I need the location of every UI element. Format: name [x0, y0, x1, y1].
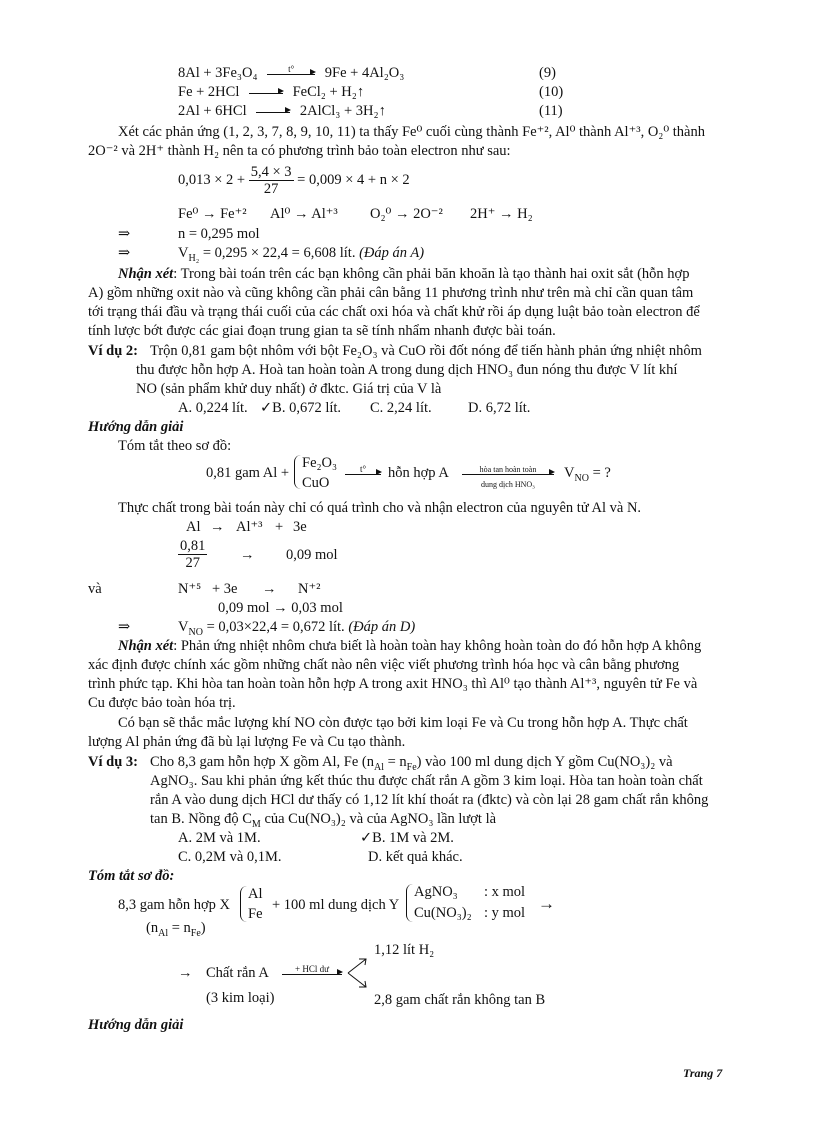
- example-3-option-b: ✓B. 1M và 2M.: [360, 830, 454, 846]
- brace-icon: [406, 884, 413, 922]
- half-o: O₂⁰ → 2O⁻²: [370, 206, 443, 222]
- scheme3-rest: 2,8 gam chất rắn không tan B: [374, 992, 546, 1008]
- example-2-option-a: A. 0,224 lít.: [178, 400, 248, 416]
- implies-icon: ⇒: [118, 245, 131, 261]
- arrow-icon: [256, 110, 290, 113]
- scheme2-end: $V_{NO}$ = ?: [564, 465, 611, 484]
- fraction: $\frac{5,4 \times 3}{27}$: [250, 164, 292, 197]
- example-2-option-b: ✓B. 0,672 lít.: [260, 400, 342, 416]
- al-fraction: $\frac{0,81}{27}$: [180, 538, 206, 571]
- guide-heading-2: Hướng dẫn giải: [88, 1017, 184, 1033]
- remark-1-line-1: Nhận xét: Trong bài toán trên các bạn không cần phải băn khoăn là tạo thành hai oxit sắt (hỗn hợp: [118, 266, 690, 282]
- eq9-right: 9Fe + 4Al₂O₃: [324, 65, 405, 81]
- arrow-icon: →: [262, 581, 277, 597]
- eq9-number: (9): [539, 65, 556, 81]
- paragraph-2: Thực chất trong bài toán này chỉ có quá trình cho và nhận electron của nguyên tử Al và N.: [118, 500, 642, 516]
- scheme2-start: 0,81 gam Al +: [206, 465, 290, 481]
- scheme3-agno3: AgNO₃: [414, 884, 458, 900]
- arrow-icon: + HCl dư: [282, 972, 342, 975]
- eq11-number: (11): [539, 103, 563, 119]
- n-half-c: N⁺²: [298, 581, 321, 597]
- scheme3-cuno3-mol: : y mol: [484, 905, 526, 921]
- arrow-icon: t°: [345, 472, 381, 475]
- paragraph-1-line-2: 2O⁻² và 2H⁺ thành H₂ nên ta có phương trình bảo toàn electron như sau:: [88, 143, 511, 159]
- vno-result: $V_{NO} = 0,03\times 22,4 = 0,672$ lít. (Đáp án D): [178, 619, 416, 638]
- eq10-number: (10): [539, 84, 564, 100]
- arrow-icon: →: [538, 894, 555, 913]
- arrow-icon: →: [240, 547, 255, 563]
- scheme3-gas: 1,12 lít H₂: [374, 942, 435, 958]
- eq10-left: Fe + 2HCl: [178, 84, 240, 100]
- remark-2-line-1: Nhận xét: Phản ứng nhiệt nhôm chưa biết là hoàn toàn hay không hoàn toàn do đó hỗn hợp A không: [118, 638, 702, 654]
- remark-2-line-3: trình phức tạp. Khi hòa tan hoàn toàn hỗn hợp A trong axit HNO₃ thì Al⁰ tạo thành Al⁺³, nguyên tử Fe và: [88, 676, 698, 692]
- example-3-option-c: C. 0,2M và 0,1M.: [178, 849, 282, 865]
- eq10-right: FeCl₂ + H₂↑: [292, 84, 365, 100]
- arrow-icon: →: [210, 519, 225, 535]
- summary-label: Tóm tắt theo sơ đồ:: [118, 438, 232, 454]
- scheme3-agno3-mol: : x mol: [484, 884, 526, 900]
- example-3-option-a: A. 2M và 1M.: [178, 830, 261, 846]
- brace-icon: [294, 455, 301, 489]
- n-half-a: N⁺⁵: [178, 581, 202, 597]
- arrow-icon: →: [178, 965, 193, 981]
- al-half-a: Al: [186, 519, 201, 535]
- paragraph-3-line-1: Có bạn sẽ thắc mắc lượng khí NO còn được tạo bởi kim loại Fe và Cu trong hỗn hợp A. Thực chất: [118, 715, 688, 731]
- example-3-line-4: tan B. Nồng độ $C_M$ của Cu(NO₃)₂ và của AgNO₃ lần lượt là: [150, 811, 497, 830]
- and-label: và: [88, 581, 102, 597]
- eq11-left: 2Al + 6HCl: [178, 103, 247, 119]
- eq9-left: 8Al + 3Fe₃O₄: [178, 65, 258, 81]
- example-2-label: Ví dụ 2:: [88, 343, 138, 359]
- n-half-b: + 3e: [212, 581, 238, 597]
- scheme3-al: Al: [248, 886, 263, 902]
- example-2-line-3: NO (sản phẩm khử duy nhất) ở đktc. Giá trị của V là: [136, 381, 442, 397]
- half-al: Al⁰ → Al⁺³: [270, 206, 338, 222]
- remark-1-line-4: tính lược bớt được các giai đoạn trung gian ta sẽ tính nhẩm nhanh được bài toán.: [88, 323, 556, 339]
- example-3-option-d: D. kết quả khác.: [368, 849, 463, 865]
- scheme3-hcl-arrow: [282, 965, 342, 982]
- remark-2-line-2: xác định được chính xác gồm những chất nào nên việc viết phương trình hóa học và cân bằng phương: [88, 657, 680, 673]
- paragraph-1-line-1: Xét các phản ứng (1, 2, 3, 7, 8, 9, 10, 11) ta thấy Fe⁰ cuối cùng thành Fe⁺², Al⁰ thành Al⁺³, O₂⁰ thành: [118, 124, 705, 140]
- scheme2-mid: hỗn hợp A: [388, 465, 449, 481]
- paragraph-3-line-2: lượng Al phản ứng đã bù lại lượng Fe và Cu tạo thành.: [88, 734, 406, 750]
- al-half-c: 3e: [293, 519, 307, 535]
- half-fe: Fe⁰ → Fe⁺²: [178, 206, 247, 222]
- arrow-icon: [249, 91, 283, 94]
- equation-10: [178, 84, 364, 101]
- scheme2-cuo: CuO: [302, 475, 330, 491]
- scheme2-fe2o3: Fe₂O₃: [302, 455, 338, 471]
- v-result: $V_{H_2} = 0,295 \times 22,4 = 6,608$ lít. (Đáp án A): [178, 245, 425, 264]
- scheme2-arrow-1: [345, 465, 381, 482]
- arrow-icon: hòa tan hoàn toàn dung dịch HNO₃: [462, 472, 554, 475]
- guide-heading: Hướng dẫn giải: [88, 419, 184, 435]
- example-3-label: Ví dụ 3:: [88, 754, 138, 770]
- remark-1-line-3: tới trạng thái đầu và trạng thái cuối của các chất oxi hóa và chất khử rồi áp dụng luật bảo toàn electron để: [88, 304, 700, 320]
- al-half-b: Al⁺³: [236, 519, 263, 535]
- n-half-mol: 0,09 mol → 0,03 mol: [218, 600, 343, 616]
- balance-equation: 0,013 × 2 + $\frac{5,4 \times 3}{27}$ = 0,009 × 4 + n × 2: [178, 164, 410, 197]
- scheme2-arrow-2: [462, 465, 554, 490]
- scheme3-solid: Chất rắn A: [206, 965, 269, 981]
- brace-icon: [240, 886, 247, 922]
- page-number: Trang 7: [683, 1066, 723, 1080]
- example-3-line-1: Cho 8,3 gam hỗn hợp X gồm Al, Fe $(n_{Al} = n_{Fe})$ vào 100 ml dung dịch Y gồm Cu(NO₃)₂ và: [150, 754, 673, 773]
- scheme3-plus: + 100 ml dung dịch Y: [272, 897, 400, 913]
- scheme3-cuno3: Cu(NO₃)₂: [414, 905, 472, 921]
- n-result: n = 0,295 mol: [178, 226, 260, 242]
- equation-9: [178, 65, 404, 82]
- scheme3-start: 8,3 gam hỗn hợp X: [118, 897, 230, 913]
- example-2-line-1: Trộn 0,81 gam bột nhôm với bột Fe₂O₃ và CuO rồi đốt nóng để tiến hành phản ứng nhiệt nhôm: [150, 343, 702, 359]
- equation-11: [178, 103, 386, 120]
- implies-icon: ⇒: [118, 619, 131, 635]
- example-3-line-3: rắn A vào dung dịch HCl dư thấy có 1,12 lít khí thoát ra (đktc) và còn lại 28 gam chất rắn không: [150, 792, 709, 808]
- scheme3-solid-sub: (3 kim loại): [206, 990, 275, 1006]
- example-2-line-2: thu được hỗn hợp A. Hoà tan hoàn toàn A trong dung dịch HNO₃ đun nóng thu được V lít khí: [136, 362, 678, 378]
- eq11-right: 2AlCl₃ + 3H₂↑: [299, 103, 386, 119]
- example-2-option-c: C. 2,24 lít.: [370, 400, 432, 416]
- fork-arrows-icon: [346, 955, 370, 991]
- remark-1-line-2: A) gồm những oxit nào và cũng không cần phải cân bằng 11 phương trình như trên mà chỉ cần quan tâm: [88, 285, 694, 301]
- scheme3-condition: $(n_{Al} = n_{Fe})$: [146, 920, 206, 939]
- arrow-icon: t°: [267, 72, 315, 75]
- al-half-mol: 0,09 mol: [286, 547, 338, 563]
- example-3-line-2: AgNO₃. Sau khi phản ứng kết thúc thu được chất rắn A gồm 3 kim loại. Hòa tan hoàn toàn chất: [150, 773, 703, 789]
- half-h: 2H⁺ → H₂: [470, 206, 533, 222]
- plus-sign: +: [275, 519, 284, 535]
- remark-2-line-4: Cu được bảo toàn hóa trị.: [88, 695, 236, 711]
- implies-icon: ⇒: [118, 226, 131, 242]
- example-2-option-d: D. 6,72 lít.: [468, 400, 531, 416]
- summary-3-label: Tóm tắt sơ đồ:: [88, 868, 175, 884]
- scheme3-fe: Fe: [248, 906, 263, 922]
